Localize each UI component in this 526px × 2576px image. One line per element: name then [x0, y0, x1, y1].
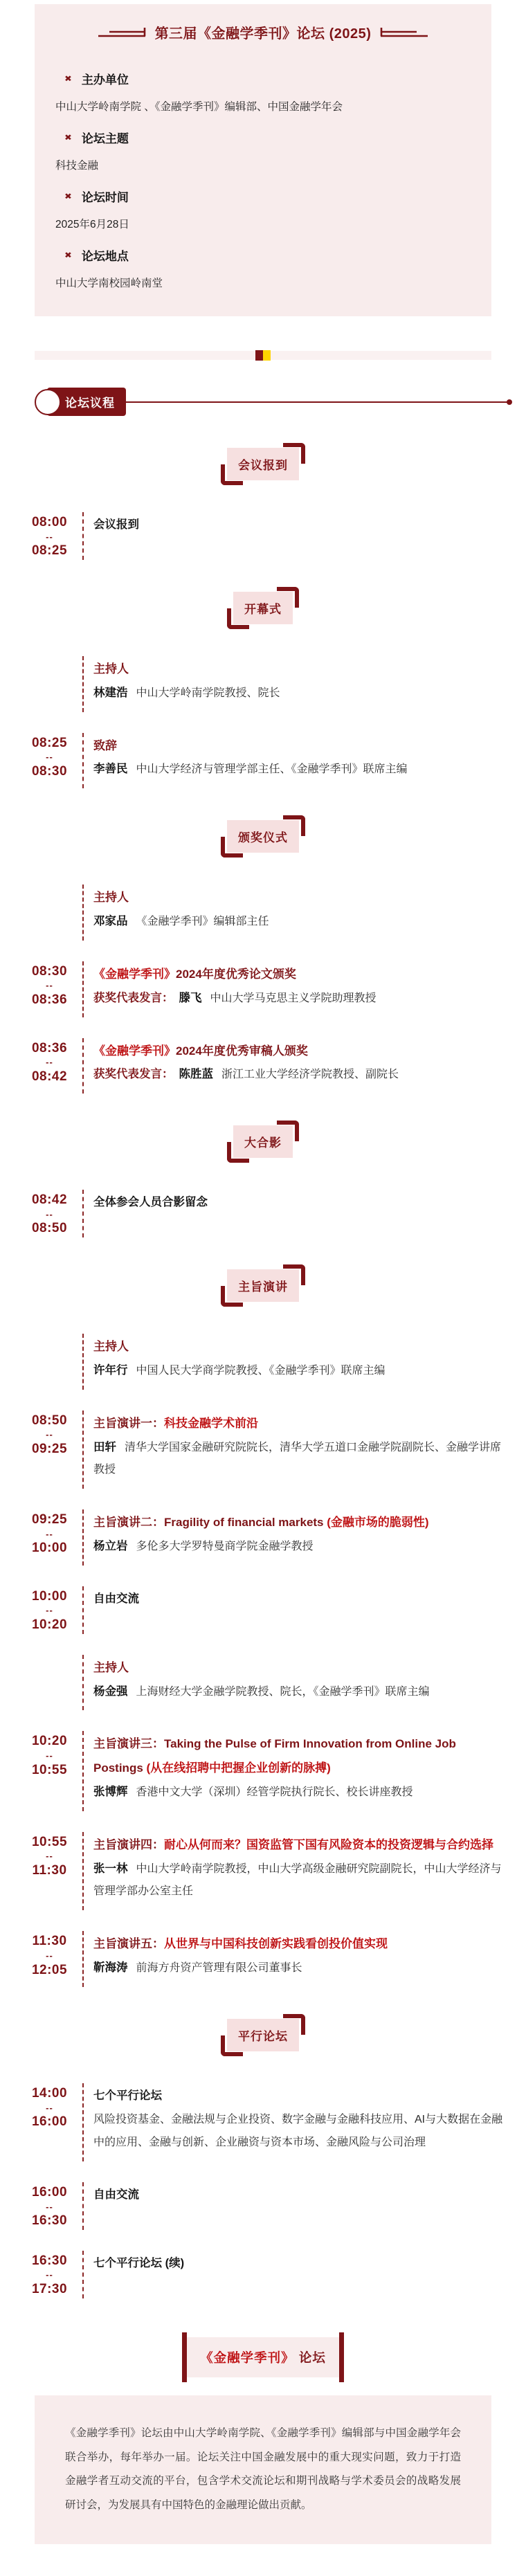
divider-gold-square — [263, 350, 271, 361]
info-value: 科技金融 — [55, 160, 99, 172]
cross-marker-icon: ✖ — [64, 73, 72, 83]
agenda-rule-line — [126, 401, 511, 403]
time-range: 08:36 -- 08:42 — [31, 1040, 68, 1084]
host-label: 主持人 — [93, 891, 129, 905]
row-title: 《金融学季刊》2024年度优秀审稿人颁奖 — [93, 1044, 308, 1058]
section-divider — [35, 351, 491, 360]
badge-label: 大合影 — [244, 1136, 282, 1150]
time-range: 16:00 -- 16:30 — [31, 2184, 68, 2229]
badge-label: 开幕式 — [244, 602, 282, 616]
time-range: 09:25 -- 10:00 — [31, 1512, 68, 1556]
speaker-line: 张一林 中山大学岭南学院教授，中山大学高级金融研究院副院长，中山大学经济与管理学部办公室主任 — [93, 1862, 502, 1898]
agenda-section-header — [35, 388, 511, 416]
speaker-line: 获奖代表发言： 滕飞 中山大学马克思主义学院助理教授 — [93, 991, 377, 1004]
agenda-row-host-award — [17, 885, 511, 941]
speaker-line: 邓家品 《金融学季刊》编辑部主任 — [93, 915, 269, 928]
time-range: 08:42 -- 08:50 — [31, 1192, 68, 1236]
info-label: 论坛时间 — [81, 191, 129, 204]
divider-red-square — [255, 350, 263, 361]
row-title: 主旨演讲三：Taking the Pulse of Firm Innovation from Online Job Postings (从在线招聘中把握企业创新的脉搏) — [93, 1737, 456, 1775]
agenda-list — [0, 448, 526, 2298]
row-title: 致辞 — [93, 738, 117, 752]
time-range: 10:55 -- 11:30 — [31, 1834, 68, 1878]
row-title: 主旨演讲一：科技金融学术前沿 — [93, 1416, 258, 1430]
host-label: 主持人 — [93, 662, 129, 675]
info-label: 论坛主题 — [81, 132, 129, 145]
time-range: 16:30 -- 17:30 — [31, 2253, 68, 2297]
agenda-row-keynote2 — [17, 1509, 511, 1566]
time-range-empty — [17, 656, 82, 712]
info-item-time — [45, 188, 481, 231]
agenda-row-host-opening — [17, 656, 511, 712]
agenda-row-reviewer-award — [17, 1038, 511, 1094]
row-text: 七个平行论坛 — [93, 2089, 162, 2102]
info-item-theme — [45, 129, 481, 172]
badge-opening — [233, 592, 293, 624]
time-range-empty — [17, 1655, 82, 1711]
badge-photo — [233, 1125, 293, 1158]
time-range-empty — [17, 1334, 82, 1390]
info-value: 2025年6月28日 — [55, 219, 129, 230]
badge-parallel — [227, 2019, 299, 2051]
forum-info-panel — [35, 4, 491, 316]
badge-label: 颁奖仪式 — [238, 831, 288, 845]
row-title: 主旨演讲四：耐心从何而来？国资监管下国有风险资本的投资逻辑与合约选择 — [93, 1838, 493, 1851]
agenda-row-free-discussion-2 — [17, 2182, 511, 2230]
badge-label: 主旨演讲 — [238, 1280, 288, 1294]
agenda-row-free-discussion-1 — [17, 1586, 511, 1634]
agenda-row-parallel-forums — [17, 2083, 511, 2161]
host-label: 主持人 — [93, 1340, 129, 1354]
row-text: 七个平行论坛 (续) — [93, 2256, 185, 2269]
title-flourish-left-icon — [97, 27, 148, 38]
row-text: 自由交流 — [93, 1592, 139, 1605]
time-range: 08:25 -- 08:30 — [31, 735, 68, 779]
agenda-circle-ornament — [35, 389, 61, 415]
journal-name: 《金融学季刊》 — [200, 2350, 295, 2365]
time-range: 10:20 -- 10:55 — [31, 1734, 68, 1777]
speaker-line: 李善民 中山大学经济与管理学部主任、《金融学季刊》联席主编 — [93, 763, 408, 776]
info-item-location — [45, 246, 481, 290]
badge-journal-forum — [182, 2337, 344, 2377]
time-range: 14:00 -- 16:00 — [31, 2085, 68, 2130]
time-range: 11:30 -- 12:05 — [31, 1934, 68, 1977]
info-item-host — [45, 70, 481, 114]
host-label: 主持人 — [93, 1660, 129, 1674]
forum-title-row — [45, 22, 481, 42]
time-range: 08:50 -- 09:25 — [31, 1413, 68, 1456]
row-text: 自由交流 — [93, 2188, 139, 2201]
agenda-row-keynote1 — [17, 1411, 511, 1489]
agenda-row-parallel-forums-cont — [17, 2251, 511, 2298]
agenda-title: 论坛议程 — [47, 388, 126, 416]
speaker-line: 张博辉 香港中文大学（深圳）经管学院执行院长、校长讲座教授 — [93, 1786, 413, 1799]
agenda-row-host-keynote2 — [17, 1655, 511, 1711]
info-value: 中山大学南校园岭南堂 — [55, 278, 163, 289]
info-label: 论坛地点 — [81, 250, 129, 263]
agenda-row-keynote3 — [17, 1731, 511, 1811]
speaker-line: 靳海涛 前海方舟资产管理有限公司董事长 — [93, 1961, 302, 1975]
agenda-row-speech — [17, 733, 511, 789]
time-range: 10:00 -- 10:20 — [31, 1588, 68, 1633]
badge-label: 平行论坛 — [238, 2029, 288, 2043]
journal-forum-word: 论坛 — [294, 2350, 326, 2365]
row-text: 会议报到 — [93, 518, 139, 531]
badge-keynote — [227, 1269, 299, 1302]
speaker-line: 杨立岩 多伦多大学罗特曼商学院金融学教授 — [93, 1539, 314, 1552]
speaker-line: 许年行 中国人民大学商学院教授、《金融学季刊》联席主编 — [93, 1363, 386, 1377]
agenda-row-group-photo — [17, 1190, 511, 1237]
row-title: 主旨演讲二：Fragility of financial markets (金融市场的脆弱性) — [93, 1516, 429, 1530]
info-value: 中山大学岭南学院 、《金融学季刊》编辑部、中国金融学年会 — [55, 101, 343, 113]
time-range: 08:00 -- 08:25 — [31, 515, 68, 559]
forum-title: 第三届《金融学季刊》论坛 (2025) — [154, 26, 372, 42]
row-text: 全体参会人员合影留念 — [93, 1196, 208, 1209]
row-title: 主旨演讲五：从世界与中国科技创新实践看创投价值实现 — [93, 1937, 388, 1951]
info-label: 主办单位 — [81, 73, 129, 87]
badge-award — [227, 820, 299, 853]
agenda-row-registration — [17, 512, 511, 560]
time-range-empty — [17, 885, 82, 941]
agenda-row-keynote4 — [17, 1832, 511, 1910]
forum-description: 《金融学季刊》论坛由中山大学岭南学院、《金融学季刊》编辑部与中国金融学年会联合举办，每年举办一届。论坛关注中国金融发展中的重大现实问题，致力于打造金融学者互动交流的平台，包含学术交流论坛和期刊战略与学术委员会的战略发展研讨会，为发展具有中国特色的金融理论做出贡献。 — [35, 2395, 491, 2545]
speaker-line: 林建浩 中山大学岭南学院教授、院长 — [93, 686, 280, 699]
speaker-line: 杨金强 上海财经大学金融学院教授、院长，《金融学季刊》联席主编 — [93, 1685, 430, 1698]
speaker-line: 获奖代表发言： 陈胜蓝 浙江工业大学经济学院教授、副院长 — [93, 1068, 399, 1081]
cross-marker-icon: ✖ — [64, 250, 72, 260]
agenda-row-keynote5 — [17, 1931, 511, 1987]
cross-marker-icon: ✖ — [64, 191, 72, 201]
badge-label: 会议报到 — [238, 459, 288, 472]
agenda-row-paper-award — [17, 961, 511, 1017]
row-title: 《金融学季刊》2024年度优秀论文颁奖 — [93, 967, 296, 981]
badge-registration — [227, 448, 299, 480]
cross-marker-icon: ✖ — [64, 132, 72, 142]
title-flourish-right-icon — [378, 27, 429, 38]
row-description: 风险投资基金、金融法规与企业投资、数字金融与金融科技应用、AI与大数据在金融中的应用、金融与创新、企业融资与资本市场、金融风险与公司治理 — [93, 2113, 503, 2149]
speaker-line: 田轩 清华大学国家金融研究院院长，清华大学五道口金融学院副院长、金融学讲席教授 — [93, 1440, 502, 1476]
time-range: 08:30 -- 08:36 — [31, 963, 68, 1008]
agenda-row-host-keynote1 — [17, 1334, 511, 1390]
